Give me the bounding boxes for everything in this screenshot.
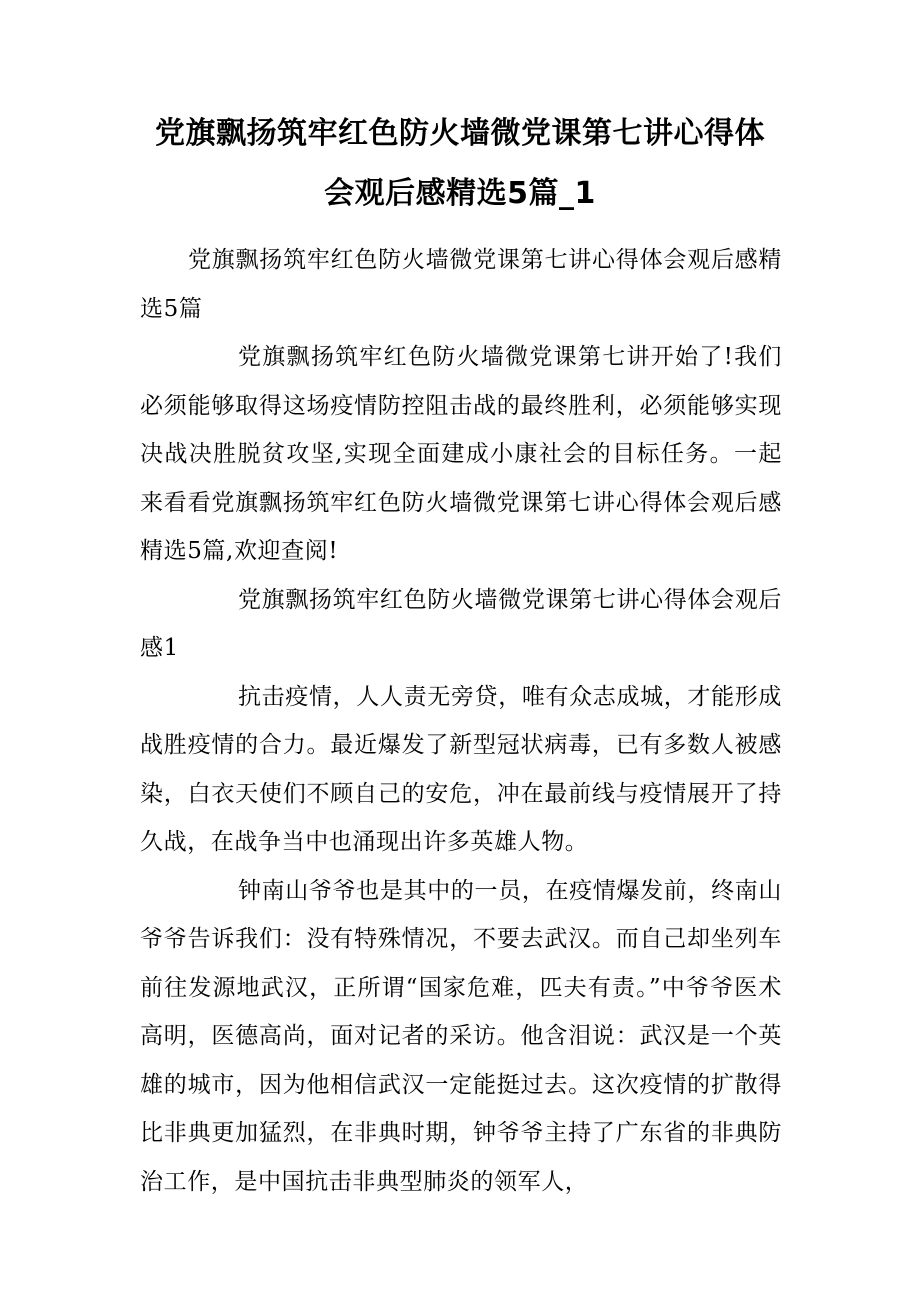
intro-paragraph: 党旗飘扬筑牢红色防火墙微党课第七讲开始了!我们必须能够取得这场疫情防控阻击战的最终胜利，必须能够实现决战决胜脱贫攻坚,实现全面建成小康社会的目标任务。一起来看看党旗飘扬筑牢红色防火墙微党课第七讲心得体会观后感精选5篇,欢迎查阅! [140, 344, 782, 564]
document-title: 党旗飘扬筑牢红色防火墙微党课第七讲心得体会观后感精选5篇_1 [155, 116, 765, 211]
section-heading-1: 党旗飘扬筑牢红色防火墙微党课第七讲心得体会观后感1 [140, 586, 782, 661]
body-paragraph: 钟南山爷爷也是其中的一员，在疫情爆发前，终南山爷爷告诉我们：没有特殊情况，不要去武汉。而自己却坐列车前往发源地武汉，正所谓“国家危难，匹夫有责。”中爷爷医术高明，医德高尚，面对记者的采访。他含泪说：武汉是一个英雄的城市，因为他相信武汉一定能挺过去。这次疫情的扩散得比非典更加猛烈，在非典时期，钟爷爷主持了广东省的非典防治工作，是中国抗击非典型肺炎的领军人， [140, 877, 782, 1195]
subtitle-paragraph: 党旗飘扬筑牢红色防火墙微党课第七讲心得体会观后感精选5篇 [140, 247, 782, 322]
document-body [140, 236, 782, 1206]
body-paragraph: 抗击疫情，人人责无旁贷，唯有众志成城，才能形成战胜疫情的合力。最近爆发了新型冠状病毒，已有多数人被感染，白衣天使们不顾自己的安危，冲在最前线与疫情展开了持久战，在战争当中也涌现出许多英雄人物。 [140, 683, 782, 855]
